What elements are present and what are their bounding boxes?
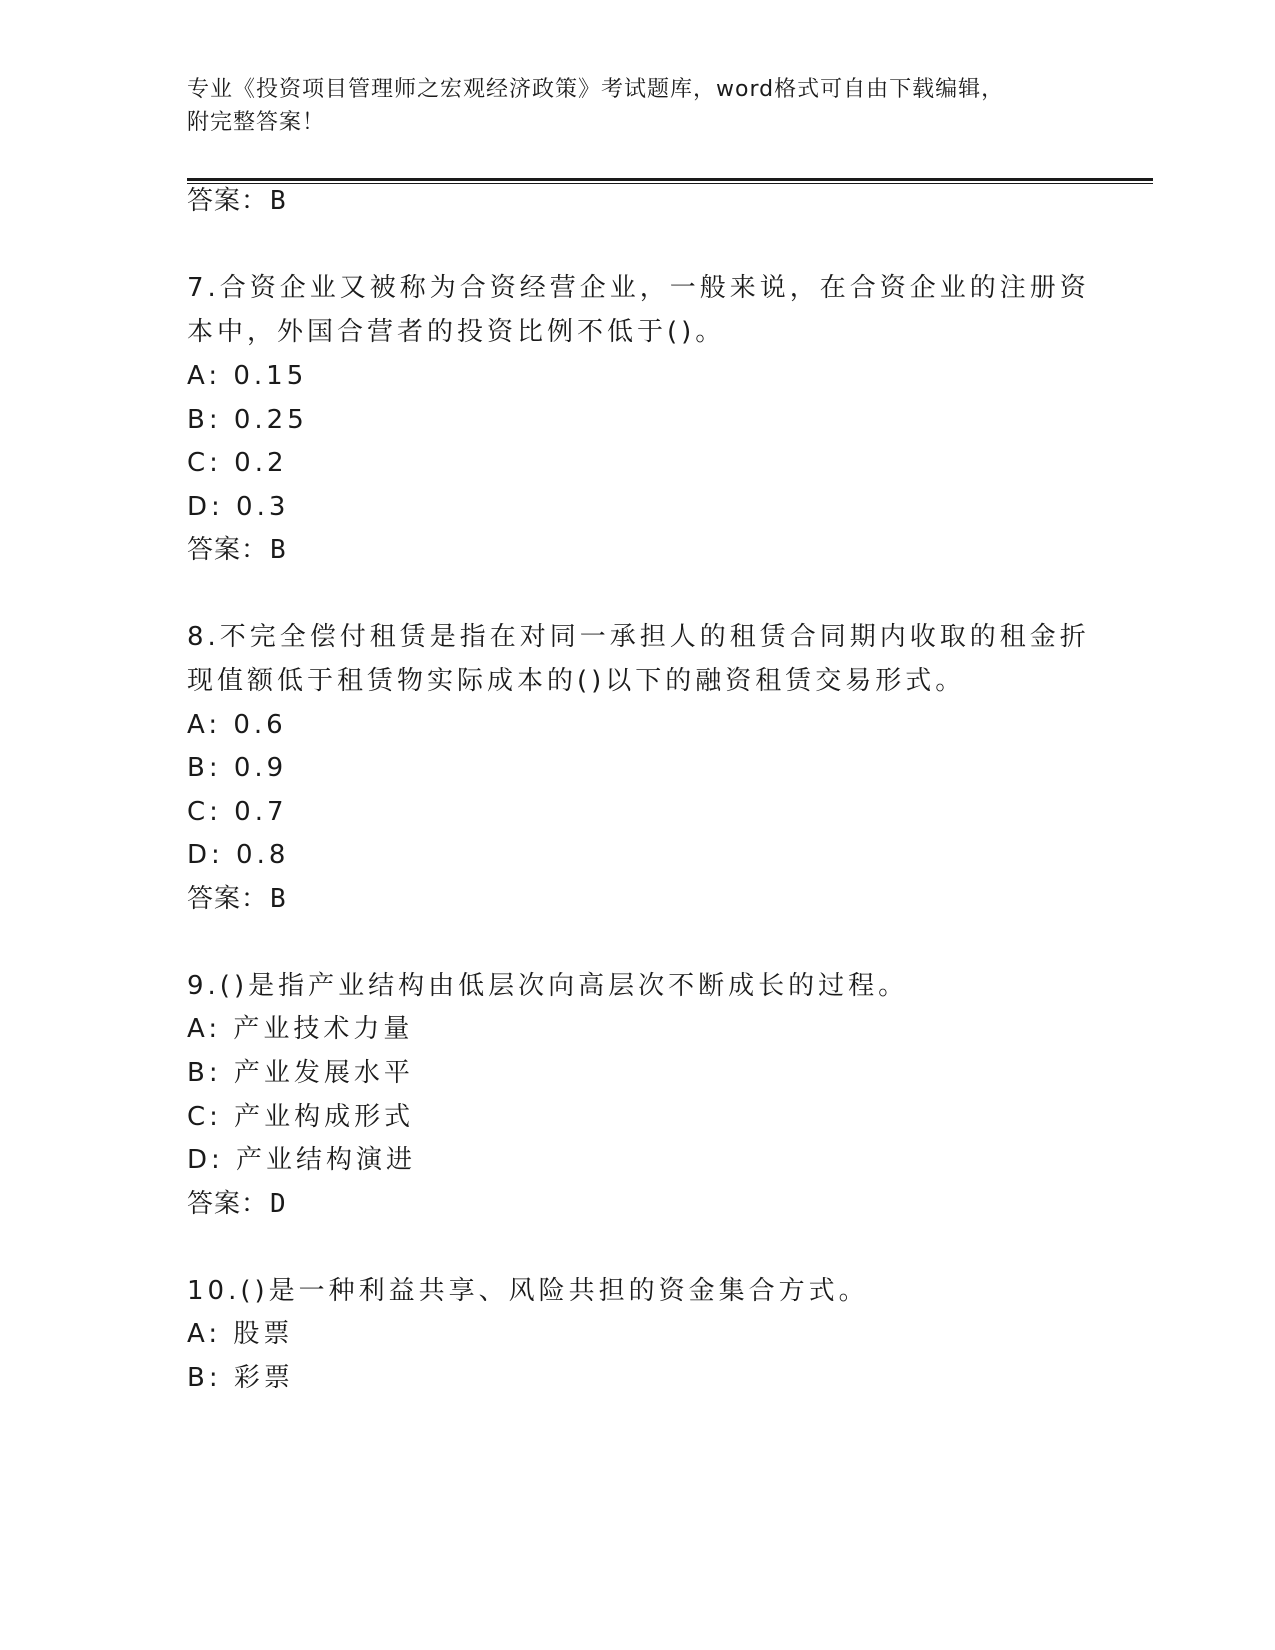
answer-value: B <box>270 186 287 216</box>
answer-label: 答案： <box>187 1189 269 1219</box>
answer-label: 答案： <box>187 535 269 565</box>
question-10-option-a: A: 股票 <box>187 1319 294 1349</box>
document-header <box>187 73 1067 139</box>
question-7-stem-line-1: 7.合资企业又被称为合资经营企业，一般来说，在合资企业的注册资 <box>187 273 1090 303</box>
question-9-option-d: D: 产业结构演进 <box>187 1145 417 1175</box>
header-divider-thin <box>187 183 1153 184</box>
question-8-option-d: D: 0.8 <box>187 840 290 870</box>
header-line-1: 专业《投资项目管理师之宏观经济政策》考试题库，word格式可自由下载编辑， <box>187 77 1005 102</box>
question-9-option-b: B: 产业发展水平 <box>187 1058 414 1088</box>
question-8-stem-line-1: 8.不完全偿付租赁是指在对同一承担人的租赁合同期内收取的租金折 <box>187 622 1090 652</box>
question-7-option-c: C: 0.2 <box>187 448 288 478</box>
question-9-option-a: A: 产业技术力量 <box>187 1014 414 1044</box>
question-10-stem-line-1: 10.()是一种利益共享、风险共担的资金集合方式。 <box>187 1276 869 1306</box>
header-line-2: 附完整答案！ <box>187 110 326 135</box>
question-8-stem-line-2: 现值额低于租赁物实际成本的()以下的融资租赁交易形式。 <box>187 666 966 696</box>
answer-value: B <box>270 535 287 565</box>
answer-value: B <box>270 884 287 914</box>
answer-line <box>187 181 287 221</box>
question-8-option-a: A: 0.6 <box>187 710 287 740</box>
question-8-option-c: C: 0.7 <box>187 797 288 827</box>
question-7-stem-line-2: 本中，外国合营者的投资比例不低于()。 <box>187 317 726 347</box>
question-7-answer <box>187 530 287 570</box>
answer-label: 答案： <box>187 186 269 216</box>
document-page <box>187 0 1147 1650</box>
answer-value: D <box>270 1189 287 1219</box>
question-7-option-d: D: 0.3 <box>187 492 290 522</box>
question-9-stem-line-1: 9.()是指产业结构由低层次向高层次不断成长的过程。 <box>187 971 909 1001</box>
question-8-option-b: B: 0.9 <box>187 753 288 783</box>
question-10-option-b: B: 彩票 <box>187 1363 294 1393</box>
question-8-answer <box>187 879 287 919</box>
header-divider <box>187 178 1153 181</box>
question-9-option-c: C: 产业构成形式 <box>187 1102 415 1132</box>
question-9-answer <box>187 1184 287 1224</box>
question-7-option-b: B: 0.25 <box>187 405 308 435</box>
question-7-option-a: A: 0.15 <box>187 361 308 391</box>
answer-label: 答案： <box>187 884 269 914</box>
